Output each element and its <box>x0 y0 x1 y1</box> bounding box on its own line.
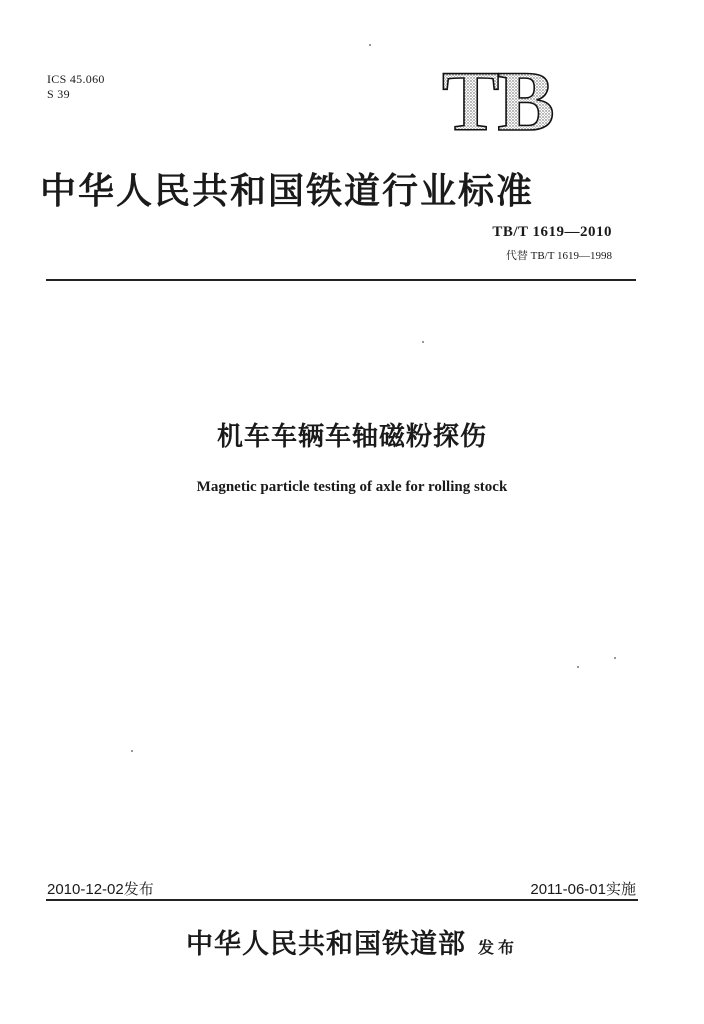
header-divider <box>46 279 636 281</box>
issuer-organization: 中华人民共和国铁道部 <box>185 929 466 960</box>
document-title-chinese: 机车车辆车轴磁粉探伤 <box>216 422 487 452</box>
issuer-line <box>0 922 704 961</box>
issue-date-line <box>47 878 154 899</box>
scan-speck <box>131 750 133 752</box>
ics-block <box>47 72 105 102</box>
scan-speck <box>369 44 371 46</box>
standard-number: TB/T 1619—2010 <box>492 224 612 240</box>
ics-code: ICS 45.060 <box>47 72 105 86</box>
tb-logo-graphic <box>440 62 590 142</box>
issue-date: 2010-12-02 <box>47 881 124 898</box>
footer-divider <box>46 899 638 901</box>
implementation-date: 2011-06-01 <box>530 881 606 898</box>
scan-speck <box>422 341 424 343</box>
tb-logo-text: TB <box>442 62 553 142</box>
standard-category: 中华人民共和国铁道行业标准 <box>40 170 535 212</box>
document-title-english: Magnetic particle testing of axle for rolling stock <box>196 479 508 495</box>
implementation-label: 实施 <box>605 881 636 898</box>
scan-speck <box>577 666 579 668</box>
classification-code: S 39 <box>47 87 70 101</box>
issue-label: 发布 <box>123 881 154 898</box>
replaces-note: 代替 TB/T 1619—1998 <box>505 250 612 262</box>
tb-logo <box>440 62 590 142</box>
scan-speck <box>614 657 616 659</box>
implementation-date-line <box>530 878 636 899</box>
issuer-action: 发布 <box>477 938 518 957</box>
